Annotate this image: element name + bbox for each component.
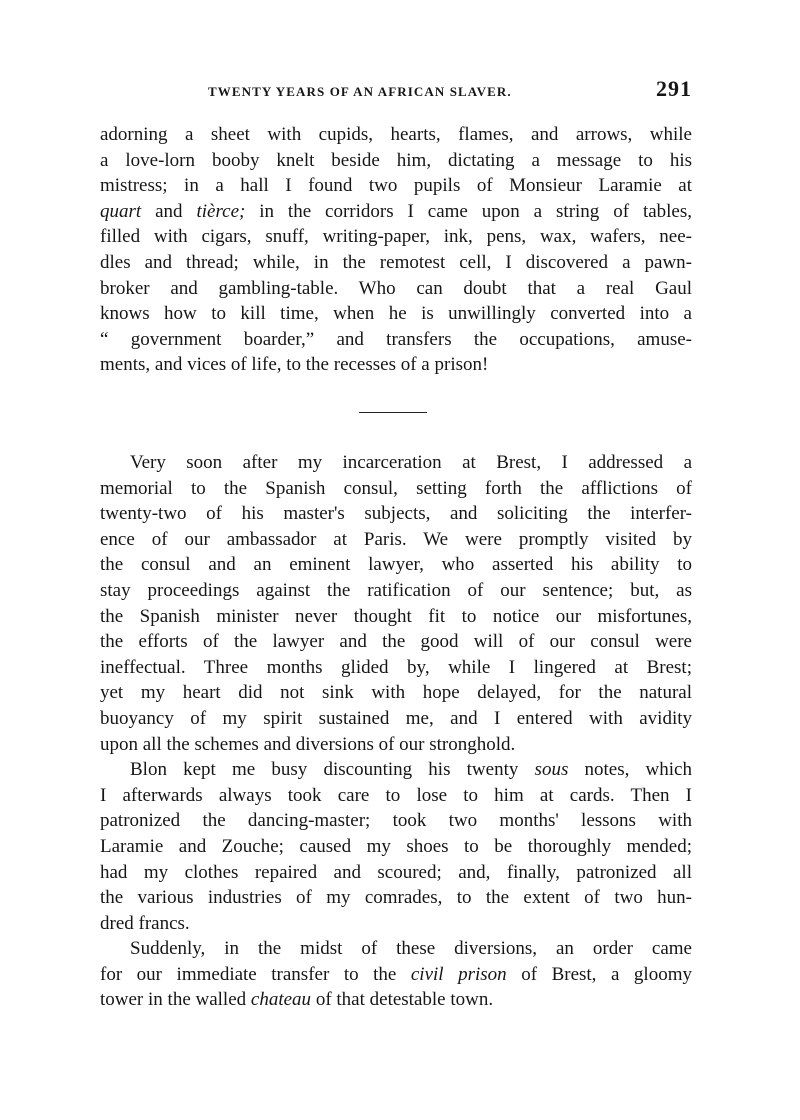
italic-text: tièrce; <box>196 200 246 222</box>
italic-text: quart <box>100 200 142 222</box>
text-line: for our immediate transfer to the civil prison of Brest, a gloomy <box>100 963 692 985</box>
page-number: 291 <box>656 76 692 101</box>
text-line: ineffectual. Three months glided by, while I lingered at Brest; <box>100 656 692 678</box>
text-line: a love-lorn booby knelt beside him, dictating a message to his <box>100 149 692 171</box>
paragraph-continued <box>100 122 692 378</box>
text-line: tower in the walled chateau of that detestable town. <box>100 989 494 1011</box>
page-header <box>100 76 692 104</box>
italic-text: chateau <box>250 989 312 1011</box>
text-line: the efforts of the lawyer and the good will of our consul were <box>100 631 692 653</box>
text-line: filled with cigars, snuff, writing-paper, ink, pens, wax, wafers, nee- <box>100 226 692 248</box>
text-line: dred francs. <box>100 912 190 934</box>
text-line: memorial to the Spanish consul, setting forth the afflictions of <box>100 477 692 499</box>
text-line: the consul and an eminent lawyer, who asserted his ability to <box>100 554 692 576</box>
text-line: Very soon after my incarceration at Brest, I addressed a <box>130 452 692 473</box>
text-line: I afterwards always took care to lose to him at cards. Then I <box>100 784 692 806</box>
italic-text: sous <box>534 759 569 781</box>
text-line: Laramie and Zouche; caused my shoes to be thoroughly mended; <box>100 835 692 857</box>
text-line: Suddenly, in the midst of these diversions, an order came <box>130 938 692 960</box>
text-line: the various industries of my comrades, to the extent of two hun- <box>100 887 692 909</box>
text-line: Blon kept me busy discounting his twenty sous notes, which <box>130 759 692 781</box>
text-line: broker and gambling-table. Who can doubt that a real Gaul <box>100 277 692 299</box>
text-line: patronized the dancing-master; took two months' lessons with <box>100 810 692 832</box>
text-line: yet my heart did not sink with hope delayed, for the natural <box>100 682 692 704</box>
text-line: stay proceedings against the ratification of our sentence; but, as <box>100 579 692 601</box>
text-line: had my clothes repaired and scoured; and, finally, patronized all <box>100 861 692 883</box>
text-line: dles and thread; while, in the remotest cell, I discovered a pawn- <box>100 251 692 273</box>
text-line: mistress; in a hall I found two pupils of Monsieur Laramie at <box>100 175 692 197</box>
section-divider <box>359 412 427 413</box>
text-line: quart and tièrce; in the corridors I came upon a string of tables, <box>100 200 693 222</box>
text-line: adorning a sheet with cupids, hearts, flames, and arrows, while <box>100 124 692 145</box>
italic-text: civil prison <box>410 963 507 985</box>
text-line: buoyancy of my spirit sustained me, and I entered with avidity <box>100 707 692 729</box>
running-title: TWENTY YEARS OF AN AFRICAN SLAVER. <box>208 84 512 99</box>
text-line: the Spanish minister never thought fit to notice our misfortunes, <box>100 605 692 627</box>
text-line: ments, and vices of life, to the recesses of a prison! <box>100 354 489 376</box>
text-line: upon all the schemes and diversions of our stronghold. <box>100 733 516 755</box>
text-line: ence of our ambassador at Paris. We were promptly visited by <box>100 528 692 550</box>
text-line: knows how to kill time, when he is unwillingly converted into a <box>100 303 692 325</box>
text-line: twenty-two of his master's subjects, and soliciting the interfer- <box>100 503 692 525</box>
text-line: “ government boarder,” and transfers the occupations, amuse- <box>100 328 692 350</box>
body-text <box>100 450 692 1013</box>
